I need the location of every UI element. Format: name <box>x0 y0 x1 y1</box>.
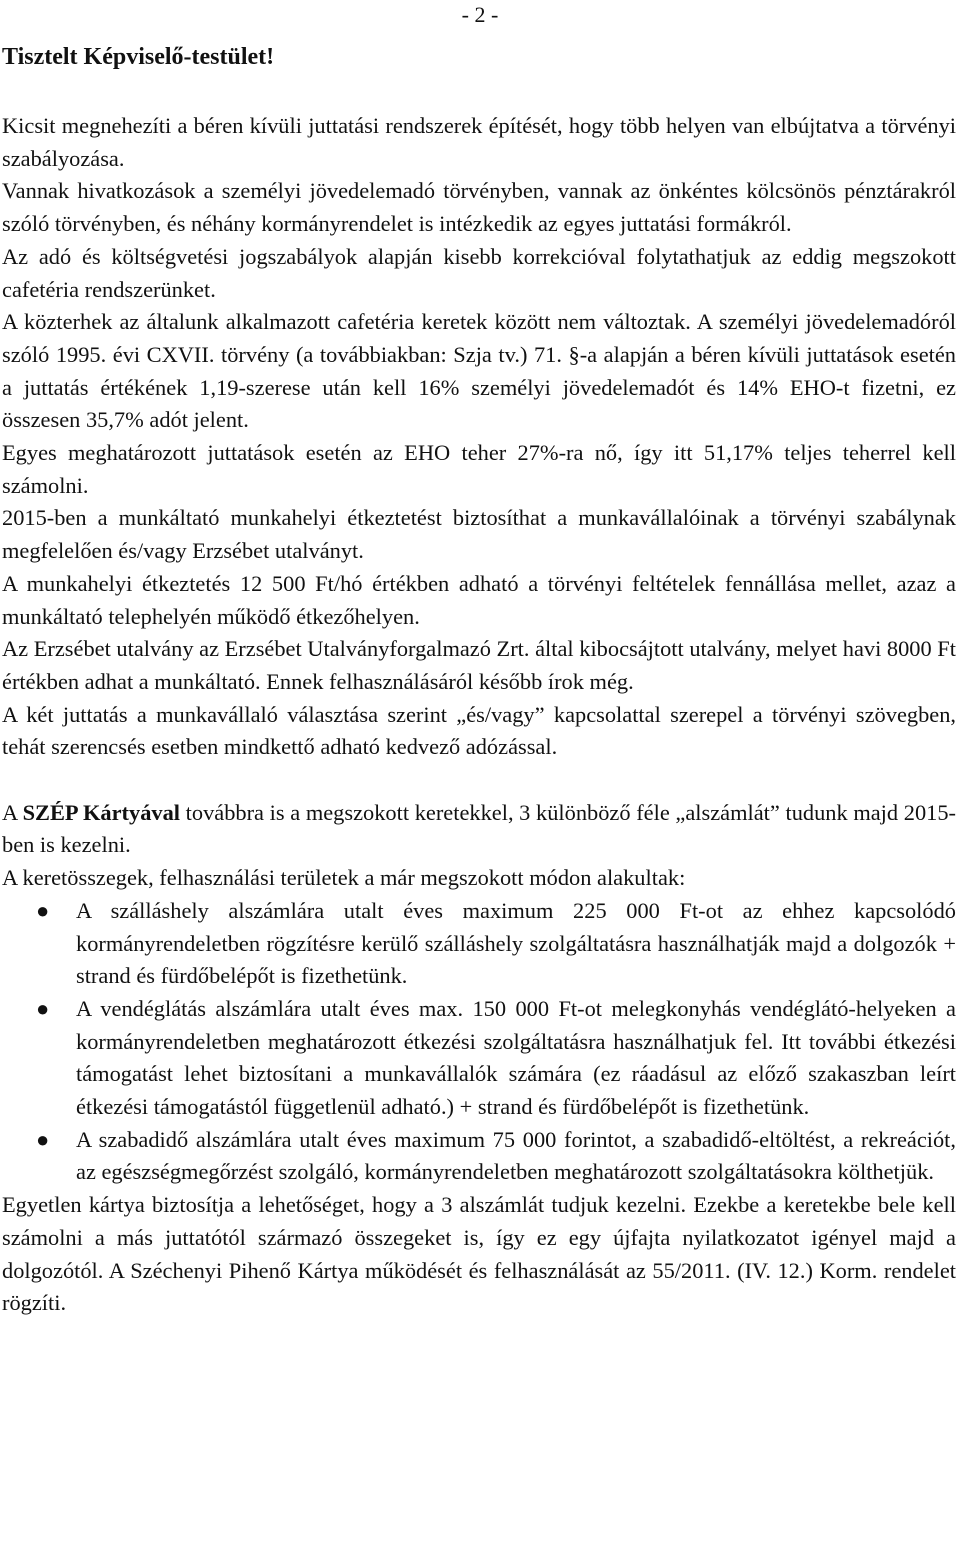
list-item-text: A szabadidő alszámlára utalt éves maximum 75 000 forintot, a szabadidő-eltöltést, a rekreációt, az egészségmegőrzést szolgáló, kormányrendeletben meghatározott szolgáltatásokra költhetjük. <box>76 1126 956 1185</box>
list-item-text: A vendéglátás alszámlára utalt éves max. 150 000 Ft-ot melegkonyhás vendéglátó-helyeken a kormányrendeletben meghatározott étkezési szolgáltatásra használhatjuk fel. Itt további étkezési támogatást lehet biztosítani a munkavállalók számára (ez ráadásul az előző szakaszban leírt étkezési támogatástól függetlenül adható.) + strand és fürdőbelépőt is fizethetünk. <box>76 995 956 1120</box>
paragraph-workplace-meals-value: A munkahelyi étkeztetés 12 500 Ft/hó értékben adható a törvényi feltételek fennállása mellet, azaz a munkáltató telephelyén működő étkezőhelyen. <box>2 570 956 629</box>
page-number: - 2 - <box>461 2 499 27</box>
document-body <box>2 110 956 1320</box>
paragraph-public-burdens: A közterhek az általunk alkalmazott cafetéria keretek között nem változtak. A személyi jövedelemadóról szóló 1995. évi CXVII. törvény (a továbbiakban: Szja tv.) 71. §-a alapján a béren kívüli juttatások esetén a juttatás értékének 1,19-szerese után kell 16% személyi jövedelemadót és 14% EHO-t fizetni, ez összesen 35,7% adót jelent. <box>2 309 956 433</box>
list-item-text: A szálláshely alszámlára utalt éves maximum 225 000 Ft-ot az ehhez kapcsolódó kormányrendeletben rögzítésre kerülő szálláshely szolgáltatásra használhatják majd a dolgozók + strand és fürdőbelépőt is fizethetünk. <box>76 897 956 989</box>
list-item-accommodation <box>2 895 956 993</box>
szep-card-bold: SZÉP Kártyával <box>22 799 181 825</box>
bullet-icon: ● <box>36 1126 50 1152</box>
paragraph-references: Vannak hivatkozások a személyi jövedelemadó törvényben, vannak az önkéntes kölcsönös pénztárakról szóló törvényben, és néhány kormányrendelet is intézkedik az egyes juttatási formákról. <box>2 178 956 237</box>
paragraph-legislation-intro: Kicsit megnehezíti a béren kívüli juttatási rendszerek építését, hogy több helyen van elbújtatva a törvényi szabályozása. <box>2 113 956 171</box>
bullet-icon: ● <box>36 995 50 1021</box>
list-item-hospitality <box>2 993 956 1124</box>
paragraph-cafeteria-continuation: Az adó és költségvetési jogszabályok alapján kisebb korrekcióval folytathatjuk az eddig megszokott cafetéria rendszerünket. <box>2 243 956 302</box>
paragraph-two-benefits: A két juttatás a munkavállaló választása szerint „és/vagy” kapcsolattal szerepel a törvényi szövegben, tehát szerencsés esetben mindkettő adható kedvező adózással. <box>2 701 956 760</box>
bullet-icon: ● <box>36 897 50 923</box>
salutation-heading: Tisztelt Képviselő-testület! <box>2 44 275 70</box>
list-item-leisure <box>2 1124 956 1189</box>
subaccount-list <box>2 895 956 1189</box>
paragraph-szep-card <box>2 797 956 862</box>
paragraph-single-card: Egyetlen kártya biztosítja a lehetőséget, hogy a 3 alszámlát tudjuk kezelni. Ezekbe a keretekbe bele kell számolni a más juttatótól származó összegeket is, így ez egy újfajta nyilatkozatot igényel majd a dolgozótól. A Széchenyi Pihenő Kártya működését és felhasználását az 55/2011. (IV. 12.) Korm. rendelet rögzíti. <box>2 1192 956 1316</box>
paragraph-eho-burden: Egyes meghatározott juttatások esetén az EHO teher 27%-ra nő, így itt 51,17% teljes teherrel kell számolni. <box>2 440 956 498</box>
paragraph-limits-intro: A keretösszegek, felhasználási területek a már megszokott módon alakultak: <box>2 865 686 891</box>
paragraph-workplace-meals-2015: 2015-ben a munkáltató munkahelyi étkeztetést biztosíthat a munkavállalóinak a törvényi szabálynak megfelelően és/vagy Erzsébet utalványt. <box>2 505 956 564</box>
szep-suffix: továbbra is a megszokott keretekkel, 3 különböző féle „alszámlát” tudunk majd 2015-ben is kezelni. <box>2 799 956 858</box>
szep-prefix: A <box>2 799 23 825</box>
paragraph-erzsebet-voucher: Az Erzsébet utalvány az Erzsébet Utalványforgalmazó Zrt. által kibocsájtott utalvány, melyet havi 8000 Ft értékben adhat a munkáltató. Ennek felhasználásáról később írok még. <box>2 636 956 694</box>
